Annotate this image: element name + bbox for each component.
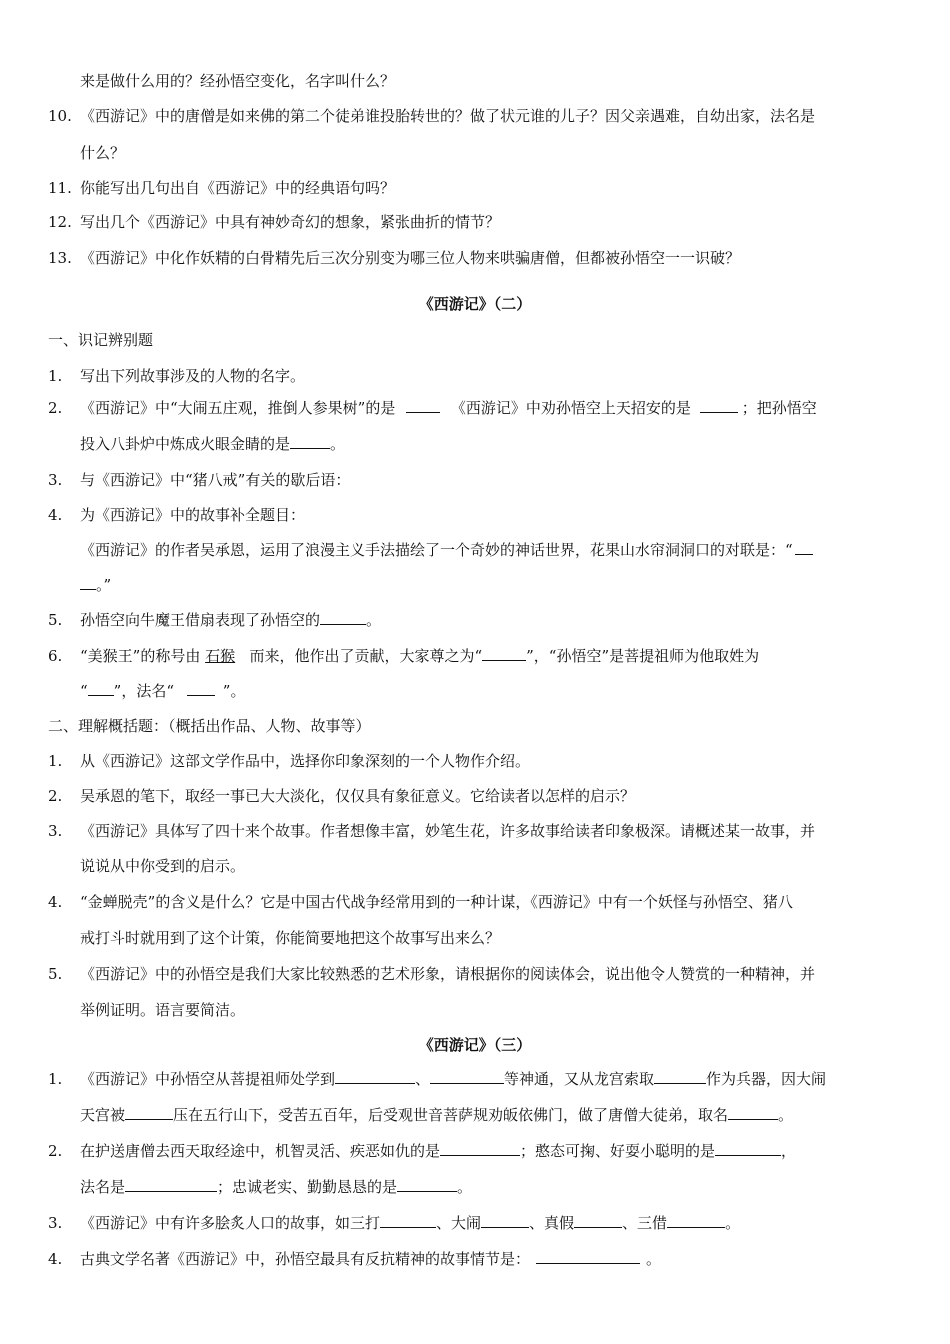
text-segment: 。 bbox=[778, 1106, 794, 1124]
p2-question-3-text: 与《西游记》中“猪八戒”有关的歇后语： bbox=[80, 471, 351, 489]
text-segment: 孙悟空向牛魔王借扇表现了孙悟空的 bbox=[80, 611, 321, 629]
p3-question-1-number: 1. bbox=[48, 1070, 63, 1088]
answer-blank[interactable] bbox=[795, 540, 813, 555]
p2-s2-question-2-number: 2. bbox=[48, 787, 63, 805]
p2-s2-question-4-text: “金蝉脱壳”的含义是什么？它是中国古代战争经常用到的一种计谋，《西游记》中有一个妖怪与孙悟空、猪八 bbox=[80, 893, 793, 911]
question-11-number: 11. bbox=[48, 179, 72, 197]
answer-blank[interactable] bbox=[536, 1249, 640, 1264]
underlined-answer: 石猴 bbox=[205, 647, 236, 665]
text-segment: ”，“孙悟空”是菩提祖师为他取姓为 bbox=[526, 647, 760, 665]
answer-blank[interactable] bbox=[574, 1213, 622, 1228]
text-segment: 、真假 bbox=[529, 1214, 575, 1232]
text-segment: ；把孙悟空 bbox=[741, 399, 817, 417]
answer-blank[interactable] bbox=[320, 610, 366, 625]
p2-s2-question-3-number: 3. bbox=[48, 822, 63, 840]
text-segment: 等神通，又从龙宫索取 bbox=[504, 1070, 655, 1088]
question-12-number: 12. bbox=[48, 213, 72, 231]
question-10-text: 《西游记》中的唐僧是如来佛的第二个徒弟谁投胎转世的？做了状元谁的儿子？因父亲遇难，自幼出家，法名是 bbox=[80, 107, 816, 125]
section-title-part-2: 《西游记》（二） bbox=[418, 295, 532, 313]
p2-s2-question-5-text: 《西游记》中的孙悟空是我们大家比较熟悉的艺术形象，请根据你的阅读体会，说出他令人赞赏的一种精神，并 bbox=[80, 965, 816, 983]
answer-blank[interactable] bbox=[654, 1069, 706, 1084]
p2-s2-question-2-text: 吴承恩的笔下，取经一事已大大淡化，仅仅具有象征意义。它给读者以怎样的启示？ bbox=[80, 787, 636, 805]
text-segment: 。 bbox=[725, 1214, 741, 1232]
text-segment: 、三借 bbox=[622, 1214, 668, 1232]
answer-blank[interactable] bbox=[700, 398, 738, 413]
p3-question-3-text bbox=[80, 1213, 740, 1233]
answer-blank[interactable] bbox=[335, 1069, 415, 1084]
answer-blank[interactable] bbox=[430, 1069, 504, 1084]
answer-blank[interactable] bbox=[290, 434, 330, 449]
text-segment: ， bbox=[781, 1142, 797, 1160]
answer-blank[interactable] bbox=[406, 398, 440, 413]
p2-s2-question-5-number: 5. bbox=[48, 965, 63, 983]
p2-question-6-number: 6. bbox=[48, 647, 63, 665]
text-segment: 压在五行山下，受苦五百年，后受观世音菩萨规劝皈依佛门，做了唐僧大徒弟，取名 bbox=[173, 1106, 729, 1124]
p3-question-1-text bbox=[80, 1069, 826, 1089]
text-segment: 。” bbox=[96, 576, 112, 594]
text-segment: 《西游记》中有许多脍炙人口的故事，如三打 bbox=[80, 1214, 381, 1232]
text-segment: ；忠诚老实、勤勤恳恳的是 bbox=[217, 1178, 398, 1196]
p2-question-3-number: 3. bbox=[48, 471, 63, 489]
answer-blank[interactable] bbox=[397, 1177, 457, 1192]
p3-question-2-text bbox=[80, 1141, 796, 1161]
text-segment: 《西游记》中孙悟空从菩提祖师处学到 bbox=[80, 1070, 336, 1088]
text-segment: 天宫被 bbox=[80, 1106, 126, 1124]
p2-s2-question-3-text: 《西游记》具体写了四十来个故事。作者想像丰富，妙笔生花，许多故事给读者印象极深。请概述某一故事，并 bbox=[80, 822, 816, 840]
question-12-text: 写出几个《西游记》中具有神妙奇幻的想象，紧张曲折的情节？ bbox=[80, 213, 501, 231]
answer-blank[interactable] bbox=[715, 1141, 781, 1156]
p2-s2-question-1-text: 从《西游记》这部文学作品中，选择你印象深刻的一个人物作介绍。 bbox=[80, 752, 531, 770]
question-13-number: 13. bbox=[48, 249, 72, 267]
p2-question-4-couplet-end bbox=[80, 575, 111, 595]
text-segment: 。 bbox=[330, 435, 346, 453]
text-segment: “美猴王”的称号由 bbox=[80, 647, 201, 665]
text-segment: 作为兵器，因大闹 bbox=[706, 1070, 827, 1088]
p2-s2-question-4-number: 4. bbox=[48, 893, 63, 911]
text-segment: 《西游记》中劝孙悟空上天招安的是 bbox=[450, 399, 691, 417]
question-11-text: 你能写出几句出自《西游记》中的经典语句吗？ bbox=[80, 179, 396, 197]
p2-question-4-number: 4. bbox=[48, 506, 63, 524]
text-segment: 。 bbox=[366, 611, 382, 629]
text-segment: “ bbox=[80, 682, 88, 700]
p2-question-4-text: 为《西游记》中的故事补全题目： bbox=[80, 506, 306, 524]
question-13-text: 《西游记》中化作妖精的白骨精先后三次分别变为哪三位人物来哄骗唐僧，但都被孙悟空一一识破？ bbox=[80, 249, 741, 267]
question-10-text-continued: 什么？ bbox=[80, 144, 126, 162]
text-segment: ”。 bbox=[222, 682, 246, 700]
text-segment: 、 bbox=[415, 1070, 431, 1088]
answer-blank[interactable] bbox=[187, 681, 215, 696]
answer-blank[interactable] bbox=[440, 1141, 520, 1156]
answer-blank[interactable] bbox=[728, 1105, 778, 1120]
p2-s2-question-1-number: 1. bbox=[48, 752, 63, 770]
text-segment: 。 bbox=[646, 1250, 662, 1268]
text-segment: ”，法名“ bbox=[113, 682, 175, 700]
answer-blank[interactable] bbox=[125, 1177, 217, 1192]
section-heading-recall: 一、识记辨别题 bbox=[48, 331, 154, 349]
text-segment: 在护送唐僧去西天取经途中，机智灵活、疾恶如仇的是 bbox=[80, 1142, 441, 1160]
p3-question-4-text bbox=[80, 1249, 661, 1269]
text-segment: 法名是 bbox=[80, 1178, 126, 1196]
p2-s2-question-5-text-continued: 举例证明。语言要简洁。 bbox=[80, 1001, 246, 1019]
text-segment: 《西游记》的作者吴承恩，运用了浪漫主义手法描绘了一个奇妙的神话世界，花果山水帘洞洞口的对联是：“ bbox=[80, 541, 793, 559]
p3-question-2-number: 2. bbox=[48, 1142, 63, 1160]
p3-question-4-number: 4. bbox=[48, 1250, 63, 1268]
p2-question-4-couplet-prompt bbox=[80, 540, 813, 560]
p2-question-2-text bbox=[80, 398, 817, 418]
answer-blank[interactable] bbox=[125, 1105, 173, 1120]
answer-blank[interactable] bbox=[80, 575, 96, 590]
text-segment: 古典文学名著《西游记》中，孙悟空最具有反抗精神的故事情节是： bbox=[80, 1250, 531, 1268]
p3-question-2-text-continued bbox=[80, 1177, 472, 1197]
p2-question-5-text bbox=[80, 610, 381, 630]
text-segment: 投入八卦炉中炼成火眼金睛的是 bbox=[80, 435, 291, 453]
text-segment: 《西游记》中“大闹五庄观，推倒人参果树”的是 bbox=[80, 399, 396, 417]
answer-blank[interactable] bbox=[482, 646, 526, 661]
text-segment: 、大闹 bbox=[436, 1214, 482, 1232]
p3-question-1-text-continued bbox=[80, 1105, 793, 1125]
answer-blank[interactable] bbox=[667, 1213, 725, 1228]
question-9-continuation: 来是做什么用的？经孙悟空变化，名字叫什么？ bbox=[80, 72, 396, 90]
p2-question-6-text-continued bbox=[80, 681, 245, 701]
p2-question-2-number: 2. bbox=[48, 399, 63, 417]
p2-question-2-text-continued bbox=[80, 434, 345, 454]
text-segment: 。 bbox=[457, 1178, 473, 1196]
p2-s2-question-4-text-continued: 戒打斗时就用到了这个计策，你能简要地把这个故事写出来么？ bbox=[80, 929, 501, 947]
p2-s2-question-3-text-continued: 说说从中你受到的启示。 bbox=[80, 857, 246, 875]
text-segment: ；憨态可掬、好耍小聪明的是 bbox=[520, 1142, 716, 1160]
answer-blank[interactable] bbox=[481, 1213, 529, 1228]
answer-blank[interactable] bbox=[88, 681, 114, 696]
p2-question-5-number: 5. bbox=[48, 611, 63, 629]
section-title-part-3: 《西游记》（三） bbox=[418, 1036, 532, 1054]
p2-question-1-number: 1. bbox=[48, 367, 63, 385]
text-segment: 而来，他作出了贡献，大家尊之为“ bbox=[249, 647, 483, 665]
section-heading-comprehension: 二、理解概括题：（概括出作品、人物、故事等） bbox=[48, 717, 371, 735]
answer-blank[interactable] bbox=[380, 1213, 436, 1228]
p3-question-3-number: 3. bbox=[48, 1214, 63, 1232]
question-10-number: 10. bbox=[48, 107, 72, 125]
p2-question-1-text: 写出下列故事涉及的人物的名字。 bbox=[80, 367, 306, 385]
p2-question-6-text bbox=[80, 646, 759, 666]
